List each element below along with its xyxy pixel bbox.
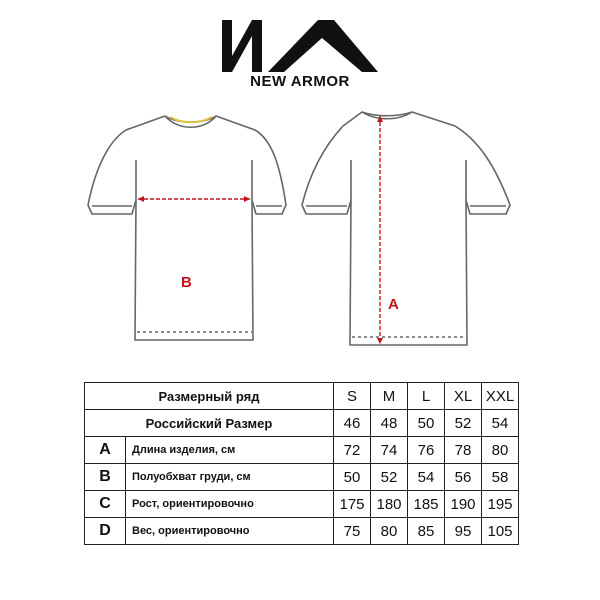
table-cell: 50 xyxy=(334,464,371,491)
size-cell: XL xyxy=(445,383,482,410)
table-cell: 54 xyxy=(408,464,445,491)
size-cell: M xyxy=(371,383,408,410)
table-cell: 76 xyxy=(408,437,445,464)
table-cell: 185 xyxy=(408,491,445,518)
table-cell: 74 xyxy=(371,437,408,464)
tshirt-illustration xyxy=(0,95,600,365)
table-cell: 95 xyxy=(445,518,482,545)
size-cell: XXL xyxy=(482,383,519,410)
size-cell: L xyxy=(408,383,445,410)
table-row xyxy=(85,464,519,491)
row-letter: C xyxy=(85,491,126,518)
table-cell: 80 xyxy=(482,437,519,464)
row-label: Полуобхват груди, см xyxy=(126,464,334,491)
table-cell: 190 xyxy=(445,491,482,518)
table-cell: 52 xyxy=(371,464,408,491)
table-row xyxy=(85,518,519,545)
table-cell: 46 xyxy=(334,410,371,437)
row-label: Рост, ориентировочно xyxy=(126,491,334,518)
table-cell: 58 xyxy=(482,464,519,491)
table-row xyxy=(85,491,519,518)
size-cell: S xyxy=(334,383,371,410)
row-letter: A xyxy=(85,437,126,464)
table-cell: 54 xyxy=(482,410,519,437)
row-label: Длина изделия, см xyxy=(126,437,334,464)
tshirt-diagram xyxy=(0,95,600,365)
table-row xyxy=(85,437,519,464)
table-cell: 85 xyxy=(408,518,445,545)
table-cell: 48 xyxy=(371,410,408,437)
table-cell: 72 xyxy=(334,437,371,464)
brand-name: NEW ARMOR xyxy=(250,73,350,90)
row-letter: B xyxy=(85,464,126,491)
table-cell: 52 xyxy=(445,410,482,437)
table-cell: 180 xyxy=(371,491,408,518)
size-chart-table xyxy=(84,382,519,545)
table-row-header xyxy=(85,383,519,410)
table-cell: 105 xyxy=(482,518,519,545)
table-row-russian-size xyxy=(85,410,519,437)
new-armor-logo-mark xyxy=(222,20,378,72)
table-cell: 175 xyxy=(334,491,371,518)
measure-label-a: A xyxy=(388,296,399,313)
table-cell: 56 xyxy=(445,464,482,491)
measure-label-b: B xyxy=(181,274,192,291)
table-cell: 80 xyxy=(371,518,408,545)
row-label: Вес, ориентировочно xyxy=(126,518,334,545)
table-cell: 195 xyxy=(482,491,519,518)
size-range-title: Размерный ряд xyxy=(85,383,334,410)
brand-logo xyxy=(0,0,600,100)
table-cell: 50 xyxy=(408,410,445,437)
russian-size-title: Российский Размер xyxy=(85,410,334,437)
table-cell: 78 xyxy=(445,437,482,464)
table-cell: 75 xyxy=(334,518,371,545)
row-letter: D xyxy=(85,518,126,545)
